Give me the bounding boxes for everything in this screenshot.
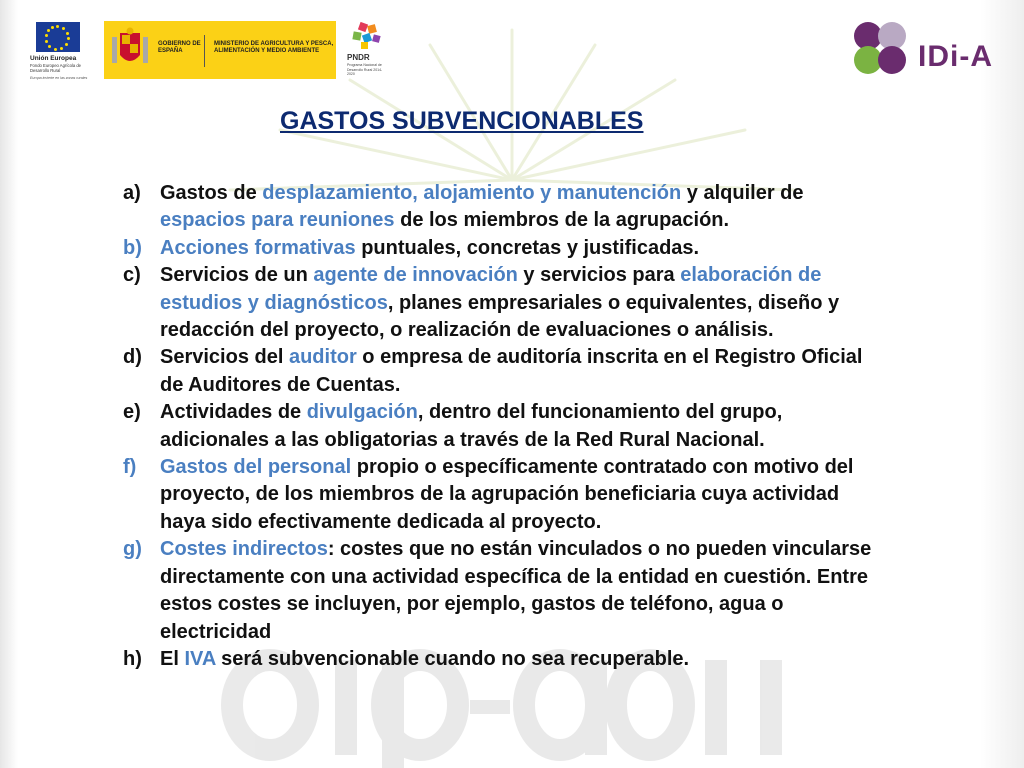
eu-name: Unión Europea <box>30 55 77 62</box>
list-item <box>123 180 993 235</box>
item-marker: b) <box>123 236 142 259</box>
item-marker: a) <box>123 182 141 204</box>
highlighted-text: estudios y diagnósticos <box>160 291 388 314</box>
highlighted-text: elaboración de <box>680 264 822 287</box>
item-text: Servicios de un <box>160 264 314 287</box>
item-marker: c) <box>123 264 141 287</box>
item-text: será subvencionable cuando no sea recuperable. <box>215 647 690 670</box>
item-text: El <box>160 647 185 670</box>
list-item <box>123 454 993 536</box>
item-text: , dentro del funcionamiento del grupo, <box>417 401 783 424</box>
coat-of-arms-icon <box>110 27 150 71</box>
list-item <box>123 235 993 262</box>
highlighted-text: espacios para reuniones <box>160 209 395 232</box>
highlighted-text: auditor <box>288 346 357 369</box>
idia-logo <box>848 18 998 78</box>
highlighted-text: divulgación <box>306 401 418 424</box>
highlighted-text: desplazamiento, alojamiento y manutención <box>262 182 682 204</box>
item-text: haya sido efectivamente dedicada al proyecto. <box>160 510 602 533</box>
idia-name: IDi-A <box>918 40 993 73</box>
left-edge-shade <box>0 0 18 768</box>
highlighted-text: Acciones formativas <box>160 236 356 259</box>
item-text: o empresa de auditoría inscrita en el Registro Oficial <box>356 346 863 369</box>
item-text: proyecto, de los miembros de la agrupación beneficiaria cuya actividad <box>160 483 840 506</box>
pndr-name: PNDR <box>347 53 370 62</box>
ministry-text: MINISTERIO DE AGRICULTURA Y PESCA, ALIMENTACIÓN Y MEDIO AMBIENTE <box>214 41 334 54</box>
idia-leaves-icon <box>848 18 914 78</box>
highlighted-text: Costes indirectos <box>160 538 328 561</box>
list-item <box>123 646 993 673</box>
item-text: puntuales, concretas y justificadas. <box>355 236 700 259</box>
item-marker: e) <box>123 401 141 424</box>
eu-flag-icon <box>36 22 80 52</box>
item-text: de Auditores de Cuentas. <box>160 373 401 396</box>
pndr-logo <box>343 21 395 81</box>
item-marker: d) <box>123 346 142 369</box>
expense-list <box>123 180 993 673</box>
item-text: y servicios para <box>517 264 681 287</box>
item-text: estos costes se incluyen, por ejemplo, gastos de teléfono, agua o <box>160 593 784 616</box>
list-item <box>123 399 993 454</box>
page-title: GASTOS SUBVENCIONABLES <box>280 107 644 135</box>
item-text: adicionales a las obligatorias a través de la Red Rural Nacional. <box>160 428 765 451</box>
gobierno-logo <box>104 21 336 79</box>
item-text: de los miembros de la agrupación. <box>394 209 730 232</box>
item-marker: f) <box>123 456 137 479</box>
pndr-subtitle: Programa Nacional de Desarrollo Rural 2014-2020 <box>347 63 383 76</box>
item-text: Actividades de <box>160 401 307 424</box>
gobierno-text: GOBIERNO DE ESPAÑA <box>158 41 201 54</box>
item-text: electricidad <box>160 620 272 643</box>
item-text: Servicios del <box>160 346 289 369</box>
highlighted-text: IVA <box>184 647 216 670</box>
eu-logo <box>30 20 92 82</box>
item-text: redacción del proyecto, o realización de evaluaciones o análisis. <box>160 319 774 342</box>
list-item <box>123 536 993 646</box>
logo-divider <box>204 35 205 67</box>
list-item <box>123 344 993 399</box>
list-item <box>123 262 993 344</box>
item-marker: g) <box>123 538 142 561</box>
highlighted-text: Gastos del personal <box>160 456 352 479</box>
item-text: y alquiler de <box>681 182 804 204</box>
item-text: propio o específicamente contratado con motivo del <box>351 456 854 479</box>
eip-agri-watermark <box>232 660 782 768</box>
item-marker: h) <box>123 647 142 670</box>
pndr-mosaic-icon <box>349 21 385 51</box>
item-text: , planes empresariales o equivalentes, diseño y <box>387 291 840 314</box>
highlighted-text: agente de innovación <box>313 264 518 287</box>
eu-tagline: Europa invierte en las zonas rurales <box>30 76 88 80</box>
item-text: Gastos de <box>160 182 263 204</box>
eu-fund: Fondo Europeo Agrícola de Desarrollo Rural <box>30 63 81 73</box>
item-text: directamente con una actividad específica de la entidad en cuestión. Entre <box>160 565 868 588</box>
item-text: : costes que no están vinculados o no pueden vincularse <box>327 538 872 561</box>
